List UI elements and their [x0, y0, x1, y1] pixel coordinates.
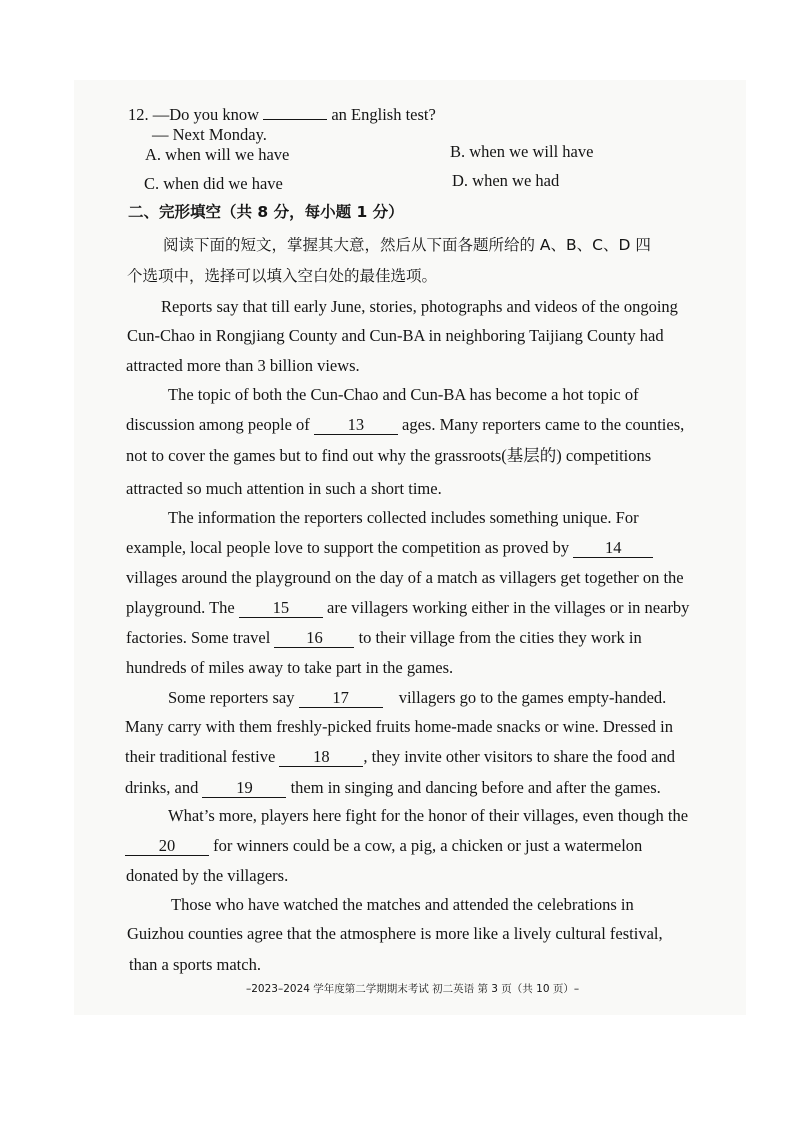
passage-text: factories. Some travel: [126, 628, 271, 647]
passage-line: donated by the villagers.: [126, 866, 289, 885]
blank-16: 16: [274, 629, 354, 648]
question-stem-before: —Do you know: [152, 105, 260, 124]
passage-text: them in singing and dancing before and after the games.: [290, 778, 661, 797]
passage-text: villagers go to the games empty-handed.: [398, 688, 667, 707]
passage-line: [125, 778, 661, 798]
passage-line: [125, 747, 675, 767]
option-a: A. when will we have: [145, 145, 290, 164]
passage-line: Reports say that till early June, stories, photographs and videos of the ongoing: [161, 297, 678, 316]
passage-text: playground. The: [126, 598, 235, 617]
passage-line: attracted so much attention in such a short time.: [126, 479, 442, 498]
passage-line: hundreds of miles away to take part in the games.: [126, 658, 454, 677]
section-heading: 二、完形填空（共 8 分，每小题 1 分）: [128, 203, 404, 221]
blank-17: 17: [299, 689, 383, 708]
blank-15: 15: [239, 599, 323, 618]
passage-line: attracted more than 3 billion views.: [126, 356, 360, 375]
passage-line: [126, 598, 689, 618]
question-12-stem: [128, 104, 436, 125]
blank-13: 13: [314, 416, 398, 435]
passage-text: example, local people love to support the competition as proved by: [126, 538, 570, 557]
passage-line: [125, 836, 642, 856]
instructions-line-2: 个选项中，选择可以填入空白处的最佳选项。: [127, 267, 438, 285]
passage-line: What’s more, players here fight for the honor of their villages, even though the: [168, 806, 689, 825]
passage-line: [126, 538, 653, 558]
passage-line: The information the reporters collected includes something unique. For: [168, 508, 639, 527]
passage-line: Cun-Chao in Rongjiang County and Cun-BA in neighboring Taijiang County had: [127, 326, 664, 345]
passage-line: Many carry with them freshly-picked fruits home-made snacks or wine. Dressed in: [125, 717, 674, 736]
passage-text: , they invite other visitors to share the food and: [363, 747, 676, 766]
passage-text: discussion among people of: [126, 415, 310, 434]
passage-text: for winners could be a cow, a pig, a chicken or just a watermelon: [213, 836, 643, 855]
answer-blank: [263, 104, 327, 120]
passage-text: ages. Many reporters came to the counties,: [402, 415, 685, 434]
blank-18: 18: [279, 748, 363, 767]
passage-line: Guizhou counties agree that the atmosphere is more like a lively cultural festival,: [127, 924, 663, 943]
question-stem-after: an English test?: [331, 105, 436, 124]
passage-text: Some reporters say: [168, 688, 295, 707]
page-footer: –2023–2024 学年度第二学期期末考试 初二英语 第 3 页（共 10 页）–: [246, 983, 580, 995]
passage-line: Those who have watched the matches and attended the celebrations in: [171, 895, 634, 914]
blank-19: 19: [202, 779, 286, 798]
question-12-answer: — Next Monday.: [152, 125, 267, 144]
blank-14: 14: [573, 539, 653, 558]
passage-line: [126, 628, 642, 648]
passage-line: [168, 688, 666, 708]
question-number: 12.: [128, 105, 149, 124]
passage-text: their traditional festive: [125, 747, 276, 766]
passage-text: drinks, and: [125, 778, 199, 797]
passage-line: not to cover the games but to find out why the grassroots(基层的) competitions: [126, 446, 652, 465]
passage-text: are villagers working either in the villages or in nearby: [327, 598, 690, 617]
instructions-line-1: 阅读下面的短文，掌握其大意，然后从下面各题所给的 A、B、C、D 四: [163, 236, 651, 254]
passage-line: The topic of both the Cun-Chao and Cun-BA has become a hot topic of: [168, 385, 639, 404]
passage-text: to their village from the cities they work in: [358, 628, 642, 647]
option-d: D. when we had: [452, 171, 560, 190]
option-c: C. when did we have: [144, 174, 283, 193]
passage-line: than a sports match.: [129, 955, 261, 974]
option-b: B. when we will have: [450, 142, 594, 161]
blank-20: 20: [125, 837, 209, 856]
passage-line: [126, 415, 684, 435]
passage-line: villages around the playground on the day of a match as villagers get together on the: [126, 568, 684, 587]
